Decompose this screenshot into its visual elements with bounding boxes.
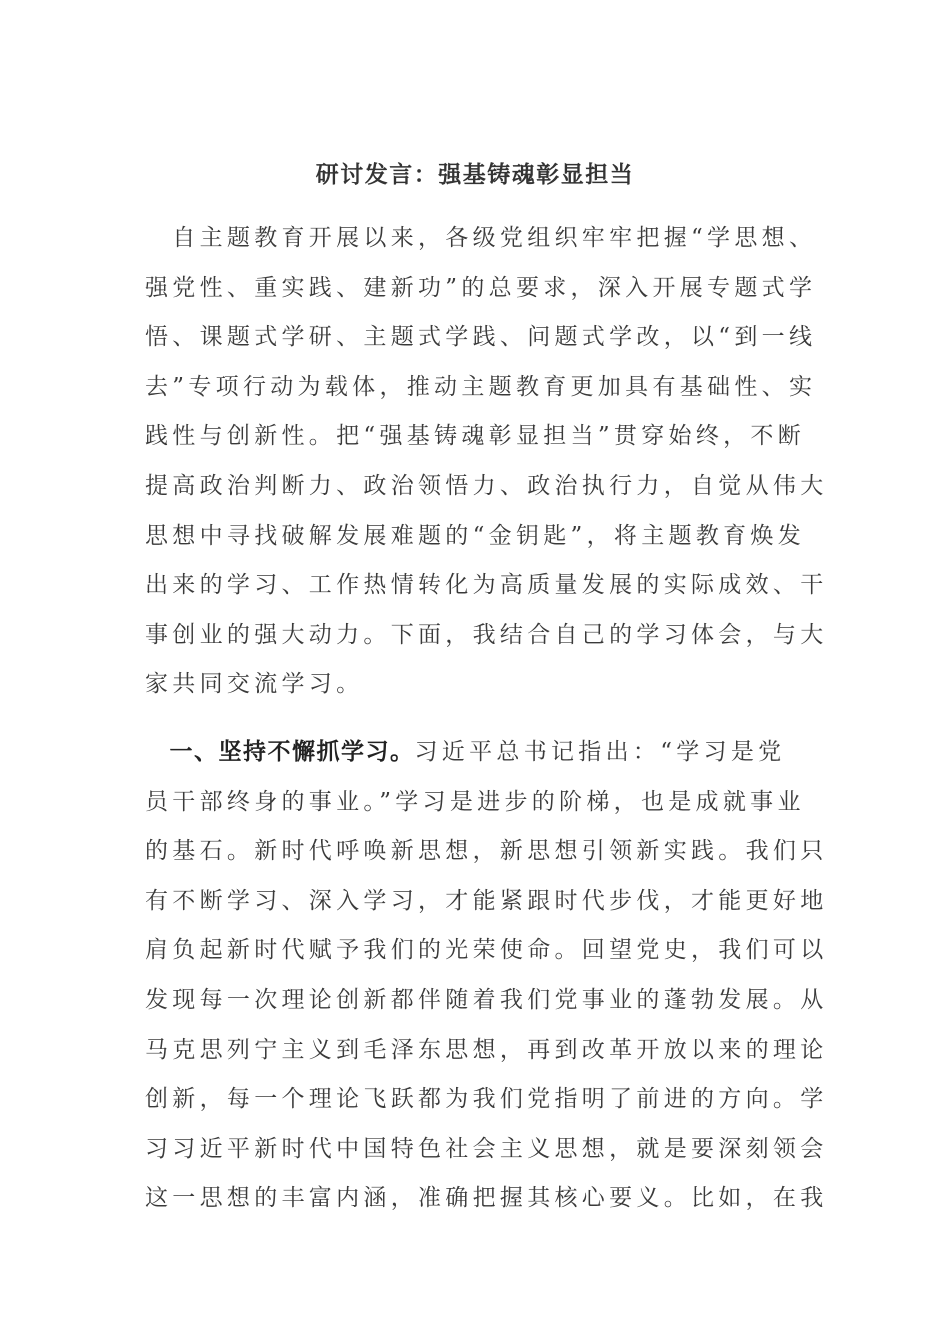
text-line: 自主题教育开展以来，各级党组织牢牢把握“学思想、: [145, 225, 817, 251]
text-line: 践性与创新性。把“强基铸魂彰显担当”贯穿始终，不断: [145, 423, 806, 450]
paragraph-intro: [145, 218, 828, 714]
text-line: 肩负起新时代赋予我们的光荣使命。回望党史，我们可以: [145, 937, 828, 964]
paragraph-section-1: [145, 732, 828, 1228]
document-body: [145, 218, 828, 1228]
text-line: 的基石。新时代呼唤新思想，新思想引领新实践。我们只: [145, 838, 828, 865]
paragraph-gap: [145, 714, 809, 732]
text-line: 强党性、重实践、建新功”的总要求，深入开展专题式学: [145, 274, 817, 301]
text-line: 提高政治判断力、政治领悟力、政治执行力，自觉从伟大: [145, 472, 828, 499]
text-span: 习近平总书记指出：“学习是党: [414, 738, 786, 765]
text-line: 发现每一次理论创新都伴随着我们党事业的蓬勃发展。从: [145, 986, 828, 1013]
text-line: 出来的学习、工作热情转化为高质量发展的实际成效、干: [145, 572, 828, 599]
document-title: 研讨发言：强基铸魂彰显担当: [315, 161, 635, 188]
text-line: 事创业的强大动力。下面，我结合自己的学习体会，与大: [145, 621, 828, 648]
text-line: [145, 732, 809, 782]
text-line: 创新，每一个理论飞跃都为我们党指明了前进的方向。学: [145, 1086, 828, 1113]
text-line: 家共同交流学习。: [145, 671, 364, 698]
text-line: 去”专项行动为载体，推动主题教育更加具有基础性、实: [145, 373, 817, 400]
text-line: 悟、课题式学研、主题式学践、问题式学改，以“到一线: [145, 324, 817, 351]
text-line: 这一思想的丰富内涵，准确把握其核心要义。比如，在我: [145, 1185, 828, 1212]
text-line: 习习近平新时代中国特色社会主义思想，就是要深刻领会: [145, 1135, 828, 1162]
text-line: 马克思列宁主义到毛泽东思想，再到改革开放以来的理论: [145, 1036, 828, 1063]
text-line: 思想中寻找破解发展难题的“金钥匙”，将主题教育焕发: [145, 522, 806, 549]
text-line: 有不断学习、深入学习，才能紧跟时代步伐，才能更好地: [145, 887, 828, 914]
text-line: 员干部终身的事业。”学习是进步的阶梯，也是成就事业: [145, 788, 805, 815]
section-heading: 一、坚持不懈抓学习。: [145, 737, 415, 765]
